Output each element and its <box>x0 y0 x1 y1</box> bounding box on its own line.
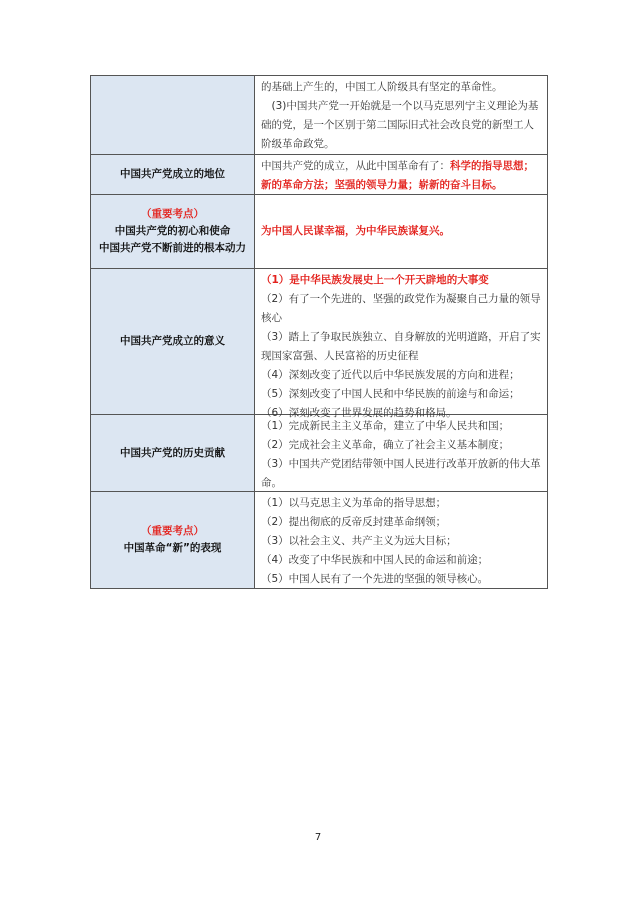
highlight-text: 科学的指导思想；新的革命方法；坚强的领导力量；崭新的奋斗目标。 <box>261 160 534 191</box>
content-line: （2）完成社会主义革命，确立了社会主义基本制度； <box>261 439 510 451</box>
content-line: （6）深刻改变了世界发展的趋势和格局。 <box>261 407 457 419</box>
row-heading-cell <box>91 155 255 194</box>
content-line <box>261 157 541 195</box>
content-line: （4）改变了中华民族和中国人民的命运和前途； <box>261 554 489 566</box>
content-line: （1）完成新民主主义革命，建立了中华人民共和国； <box>261 420 510 432</box>
row-content-cell <box>255 76 547 154</box>
highlight-text: 为中国人民谋幸福，为中华民族谋复兴。 <box>261 225 450 237</box>
row-heading: 中国共产党成立的意义 <box>120 335 225 347</box>
table-row <box>91 492 547 589</box>
row-heading: 中国共产党成立的地位 <box>120 168 225 180</box>
table-row <box>91 415 547 492</box>
row-heading: 中国共产党的历史贡献 <box>120 446 225 459</box>
content-line: （3）以社会主义、共产主义为远大目标； <box>261 535 457 547</box>
content-line: （3）踏上了争取民族独立、自身解放的光明道路，开启了实现国家富强、人民富裕的历史征程 <box>261 331 541 362</box>
content-line: （4）深刻改变了近代以后中华民族发展的方向和进程； <box>261 369 520 381</box>
table-row <box>91 76 547 155</box>
page-number: 7 <box>314 832 322 843</box>
content-line: 的基础上产生的，中国工人阶级具有坚定的革命性。 <box>261 81 503 93</box>
plain-text: 中国共产党的成立，从此中国革命有了： <box>261 160 450 172</box>
key-point-tag: （重要考点） <box>141 525 204 537</box>
content-line: （2）提出彻底的反帝反封建革命纲领； <box>261 516 447 528</box>
row-heading-cell <box>91 492 255 588</box>
row-heading-cell <box>91 269 255 414</box>
content-line: （1）以马克思主义为革命的指导思想； <box>261 497 447 509</box>
row-heading-cell <box>91 76 255 154</box>
row-heading: 中国革命“新”的表现 <box>123 542 222 554</box>
content-line: （5）深刻改变了中国人民和中华民族的前途与和命运； <box>261 388 520 400</box>
row-content-cell <box>255 195 547 268</box>
row-content-cell <box>255 492 547 588</box>
table-row <box>91 195 547 269</box>
key-point-tag: （重要考点） <box>141 208 204 220</box>
table-row <box>91 155 547 195</box>
row-content-cell <box>255 269 547 419</box>
row-content-cell <box>255 415 547 491</box>
row-content-cell <box>255 155 547 194</box>
highlight-text: （1）是中华民族发展史上一个开天辟地的大事变 <box>261 274 489 286</box>
content-line: (3)中国共产党一开始就是一个以马克思列宁主义理论为基础的党，是一个区别于第二国际旧式社会改良党的新型工人阶级革命政党。 <box>261 100 539 150</box>
row-heading: 中国共产党不断前进的根本动力 <box>99 242 246 254</box>
row-heading: 中国共产党的初心和使命 <box>114 225 231 237</box>
content-line: （3）中国共产党团结带领中国人民进行改革开放新的伟大革命。 <box>261 458 541 489</box>
content-line: （2）有了一个先进的、坚强的政党作为凝聚自己力量的领导核心 <box>261 293 541 324</box>
content-table <box>90 75 548 589</box>
content-line: （5）中国人民有了一个先进的坚强的领导核心。 <box>261 573 489 585</box>
row-heading-cell <box>91 415 255 491</box>
table-row <box>91 269 547 419</box>
row-heading-cell <box>91 195 255 268</box>
